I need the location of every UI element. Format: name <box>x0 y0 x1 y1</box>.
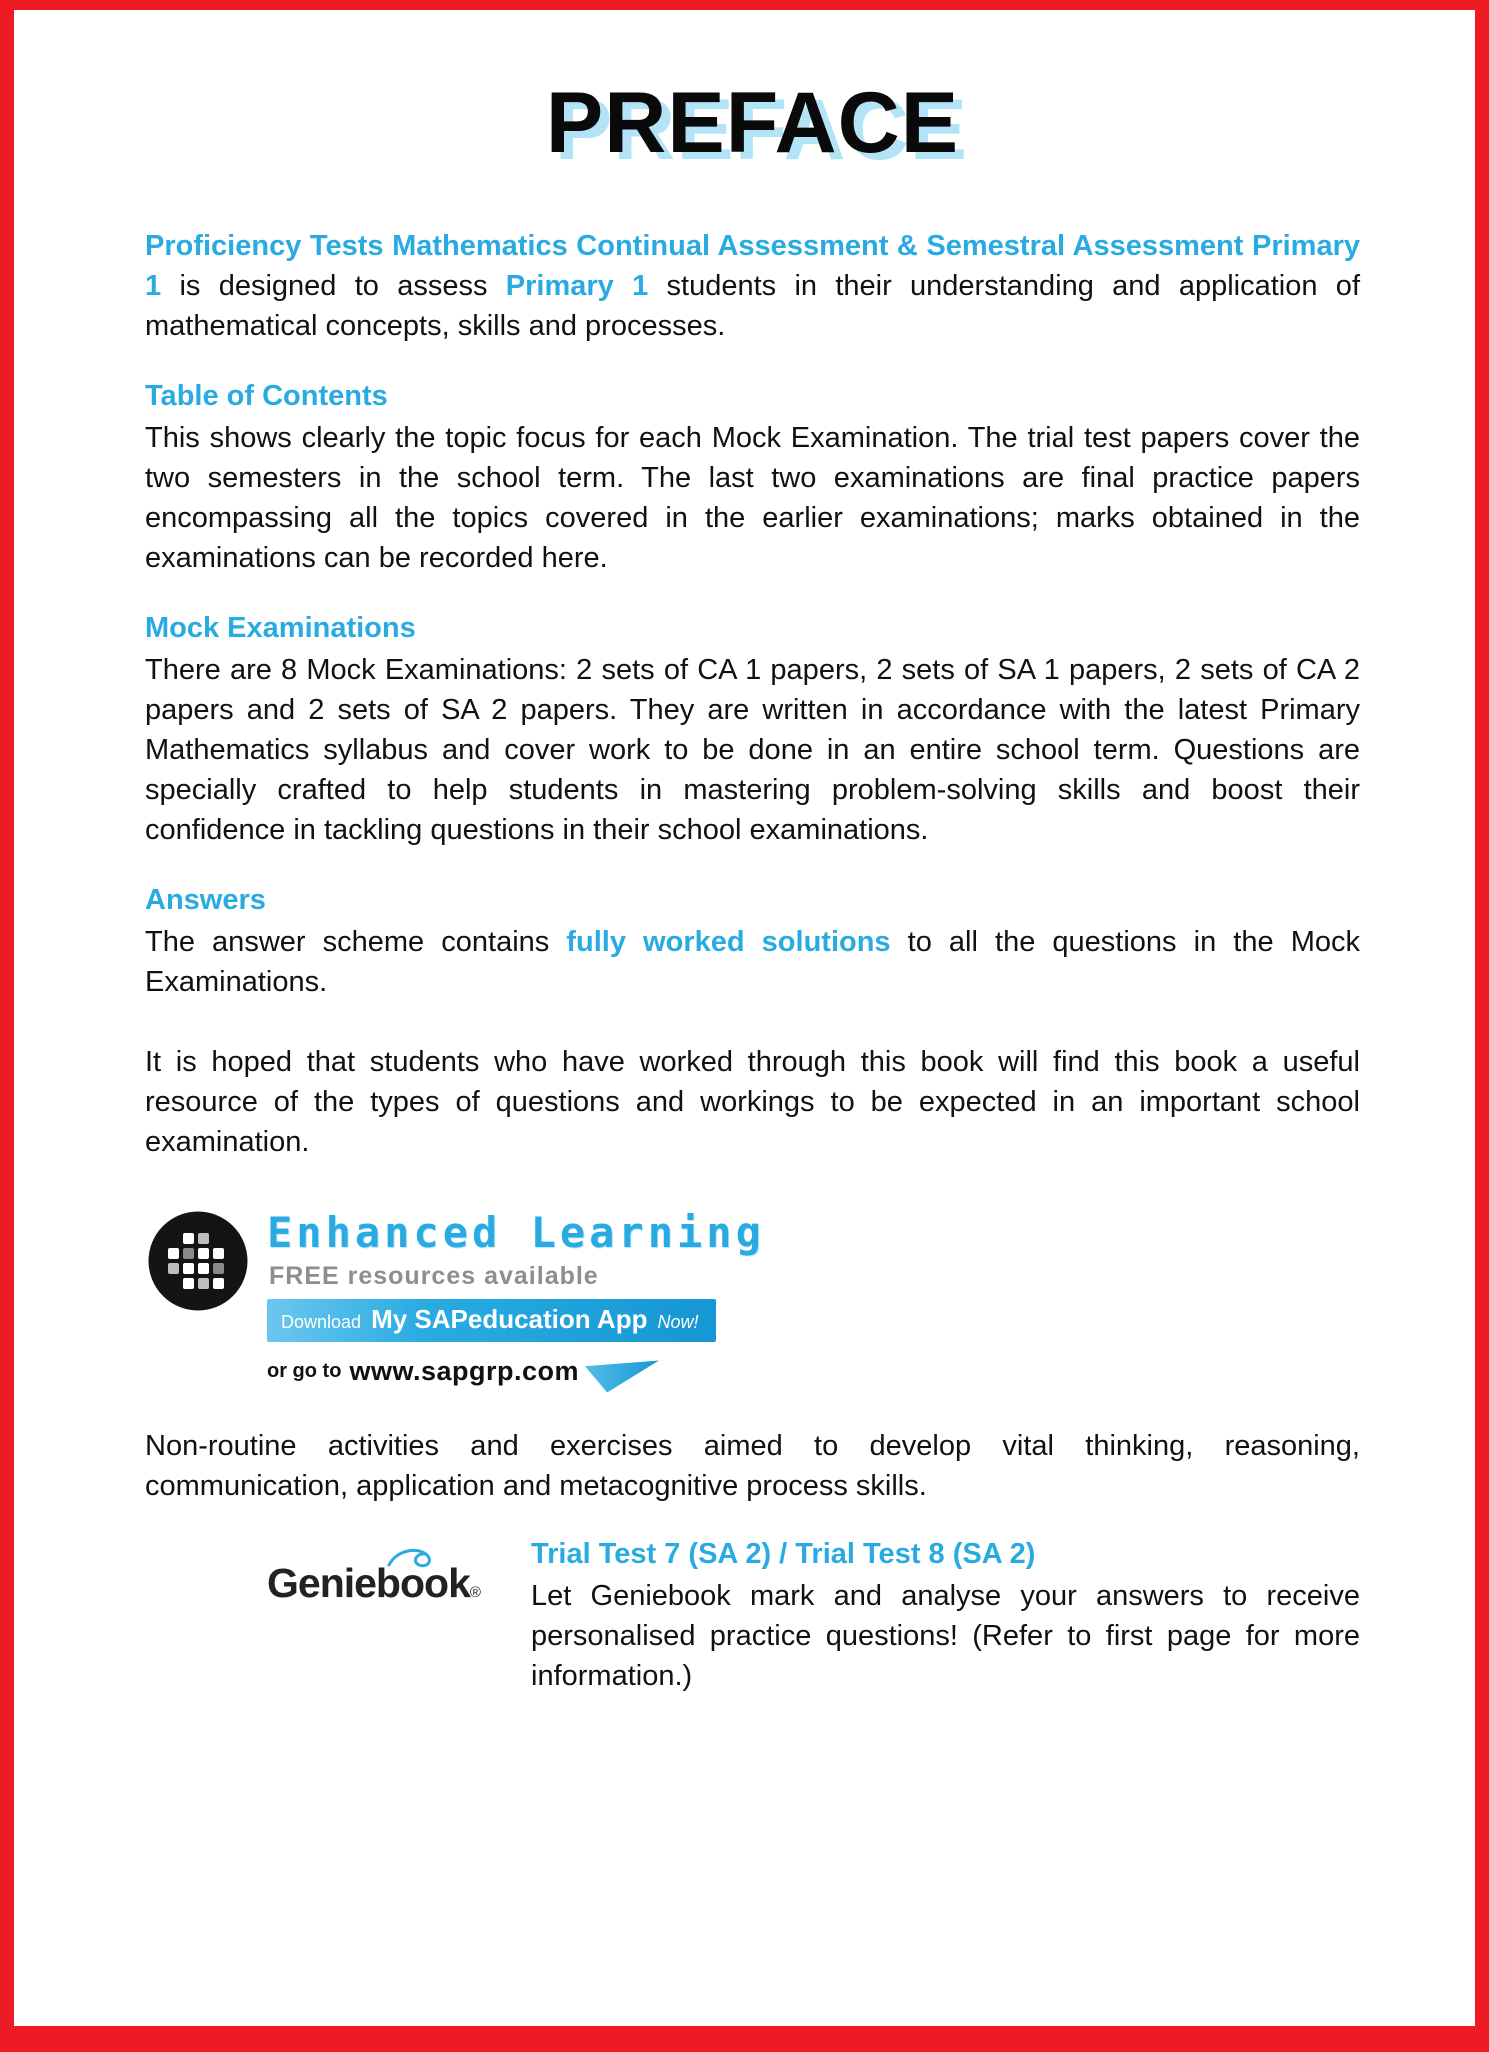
app-download-ribbon <box>267 1299 716 1342</box>
goto-prefix: or go to <box>267 1359 342 1382</box>
ribbon-prefix: Download <box>281 1312 362 1333</box>
trial-test-heading: Trial Test 7 (SA 2) / Trial Test 8 (SA 2) <box>531 1538 1036 1571</box>
intro-highlight: Primary 1 <box>505 270 649 303</box>
page <box>14 10 1475 2026</box>
answers-tail: to all the questions in the Mock Examinations. <box>145 926 1360 999</box>
geniebook-content <box>531 1534 1360 1696</box>
nonroutine-paragraph: Non-routine activities and exercises aimed to develop vital thinking, reasoning, communication, application and metacognitive process skills. <box>145 1430 1360 1503</box>
toc-heading: Table of Contents <box>145 380 388 413</box>
page-title: PREFACE <box>545 75 960 171</box>
genie-swirl-icon <box>385 1534 437 1581</box>
free-resources-note: FREE resources available <box>269 1262 599 1291</box>
website-url: www.sapgrp.com <box>349 1355 579 1386</box>
answers-paragraph <box>145 922 1360 1002</box>
intro-paragraph <box>145 226 1360 346</box>
closing-paragraph: It is hoped that students who have worked through this book will find this book a useful resource of the types of questions and workings to be expected in an important school examination. <box>145 1046 1360 1159</box>
sap-pixel-globe-icon <box>145 1208 251 1319</box>
mock-exams-heading: Mock Examinations <box>145 612 416 645</box>
mock-exams-paragraph: There are 8 Mock Examinations: 2 sets of CA 1 papers, 2 sets of SA 1 papers, 2 sets of CA 2 papers and 2 sets of SA 2 papers. They are written in accordance with the latest Primary Mathematics syllabus and cover work to be done in an entire school term. Questions are specially crafted to help students in mastering problem-solving skills and boost their confidence in tackling questions in their school examinations. <box>145 654 1360 847</box>
intro-lead: Proficiency Tests Mathematics Continual Assessment & Semestral Assessment Primary 1 <box>145 230 1360 303</box>
enhanced-learning-block <box>145 1208 1360 1392</box>
geniebook-block <box>267 1534 1360 1696</box>
enhanced-learning-title: Enhanced Learning <box>267 1208 765 1258</box>
ribbon-tail-icon <box>585 1360 659 1392</box>
intro-mid: is designed to assess <box>161 270 506 303</box>
answers-highlight: fully worked solutions <box>566 926 891 959</box>
toc-paragraph: This shows clearly the topic focus for each Mock Examination. The trial test papers cover the two semesters in the school term. The last two examinations are final practice papers encompassing all the topics covered in the earlier examinations; marks obtained in the examinations can be recorded here. <box>145 422 1360 575</box>
answers-heading: Answers <box>145 884 266 917</box>
website-line <box>267 1350 765 1392</box>
enhanced-learning-content <box>267 1208 765 1392</box>
ribbon-suffix: Now! <box>657 1312 699 1333</box>
geniebook-logo-text: Geniebook <box>267 1560 470 1607</box>
answers-lead: The answer scheme contains <box>145 926 567 959</box>
geniebook-paragraph: Let Geniebook mark and analyse your answers to receive personalised practice questions! (Refer to first page for more information.) <box>531 1580 1360 1693</box>
intro-tail: students in their understanding and application of mathematical concepts, skills and processes. <box>145 270 1360 343</box>
geniebook-logo <box>267 1534 507 1607</box>
registered-mark: ® <box>469 1584 480 1602</box>
ribbon-app-name: My SAPeducation App <box>371 1304 648 1335</box>
